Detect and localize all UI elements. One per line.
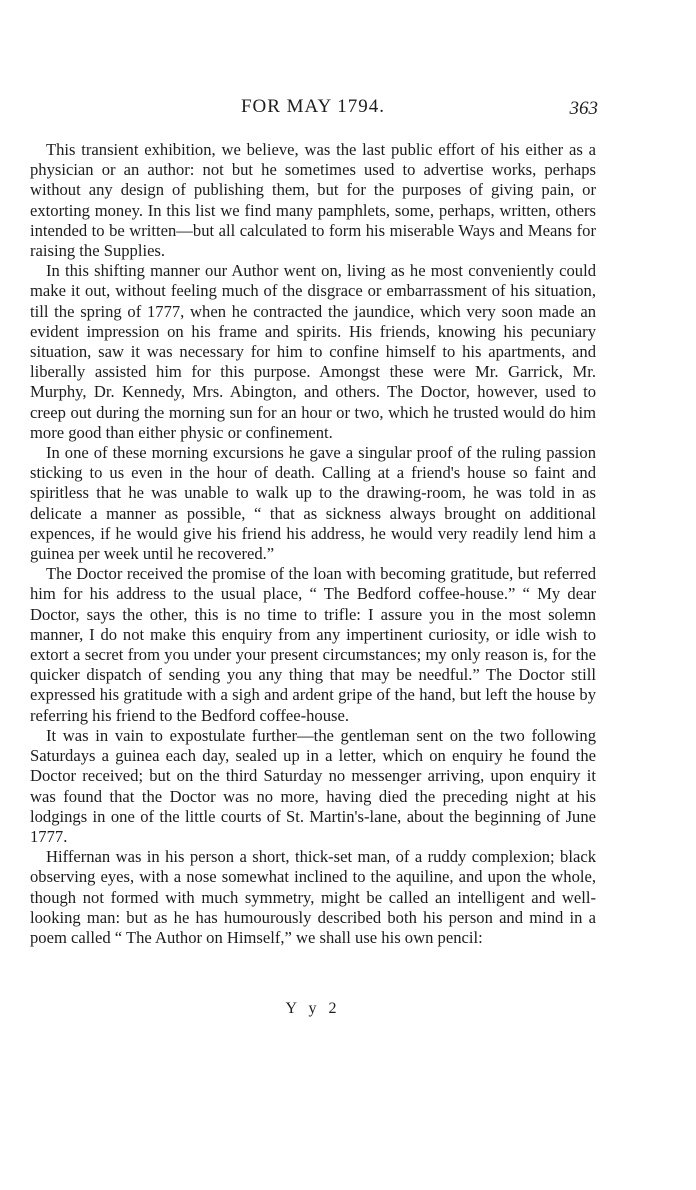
signature-mark: Y y 2 (285, 1000, 341, 1017)
paragraph-1: This transient exhibition, we believe, was the last public effort of his either as a physician or an author: not but he sometimes used to advertise works, perhaps without any design of publishing them, but for the purposes of giving pain, or extorting money. In this list we find many pamphlets, some, perhaps, written, others intended to be written—but all calculated to form his miserable Ways and Means for raising the Supplies. (30, 140, 596, 261)
paragraph-6: Hiffernan was in his person a short, thick-set man, of a ruddy complexion; black observing eyes, with a nose somewhat inclined to the aquiline, and upon the whole, though not formed with much symmetry, might be called an intelligent and well-looking man: but as he has humourously described both his person and mind in a poem called “ The Author on Himself,” we shall use his own pencil: (30, 847, 596, 947)
paragraph-2: In this shifting manner our Author went on, living as he most conveniently could make it out, without feeling much of the disgrace or embarrassment of his situation, till the spring of 1777, when he contracted the jaundice, which very soon made an evident impression on his frame and spirits. His friends, knowing his pecuniary situation, saw it was necessary for him to confine himself to his apartments, and liberally assisted him for this purpose. Amongst these were Mr. Garrick, Mr. Murphy, Dr. Kennedy, Mrs. Abington, and others. The Doctor, however, used to creep out during the morning sun for an hour or two, which he trusted would do him more good than either physic or confinement. (30, 261, 596, 442)
page-number: 363 (569, 98, 598, 119)
paragraph-5: It was in vain to expostulate further—the gentleman sent on the two following Saturdays a guinea each day, sealed up in a letter, which on enquiry he found the Doctor received; but on the third Saturday no messenger arriving, upon enquiry it was found that the Doctor was no more, having died the preceding night at his lodgings in one of the little courts of St. Martin's-lane, about the beginning of June 1777. (30, 725, 596, 846)
page-body (30, 140, 596, 948)
page-header (30, 96, 596, 126)
paragraph-4: The Doctor received the promise of the loan with becoming gratitude, but referred him for his address to the usual place, “ The Bedford coffee-house.” “ My dear Doctor, says the other, this is no time to trifle: I assure you in the most solemn manner, I do not make this enquiry from any impertinent curiosity, or idle wish to extort a secret from you under your present circumstances; my only reason is, for the quicker dispatch of sending you any thing that may be needful.” The Doctor still expressed his gratitude with a sigh and ardent gripe of the hand, but left the house by referring his friend to the Bedford coffee-house. (30, 564, 596, 725)
running-head: FOR MAY 1794. (240, 96, 386, 117)
paragraph-3: In one of these morning excursions he gave a singular proof of the ruling passion sticking to us even in the hour of death. Calling at a friend's house so faint and spiritless that he was unable to walk up to the drawing-room, he was told in as delicate a manner as possible, “ that as sickness always brought on additional expences, if he would give his friend his address, he would very readily lend him a guinea per week until he recovered.” (30, 443, 596, 564)
